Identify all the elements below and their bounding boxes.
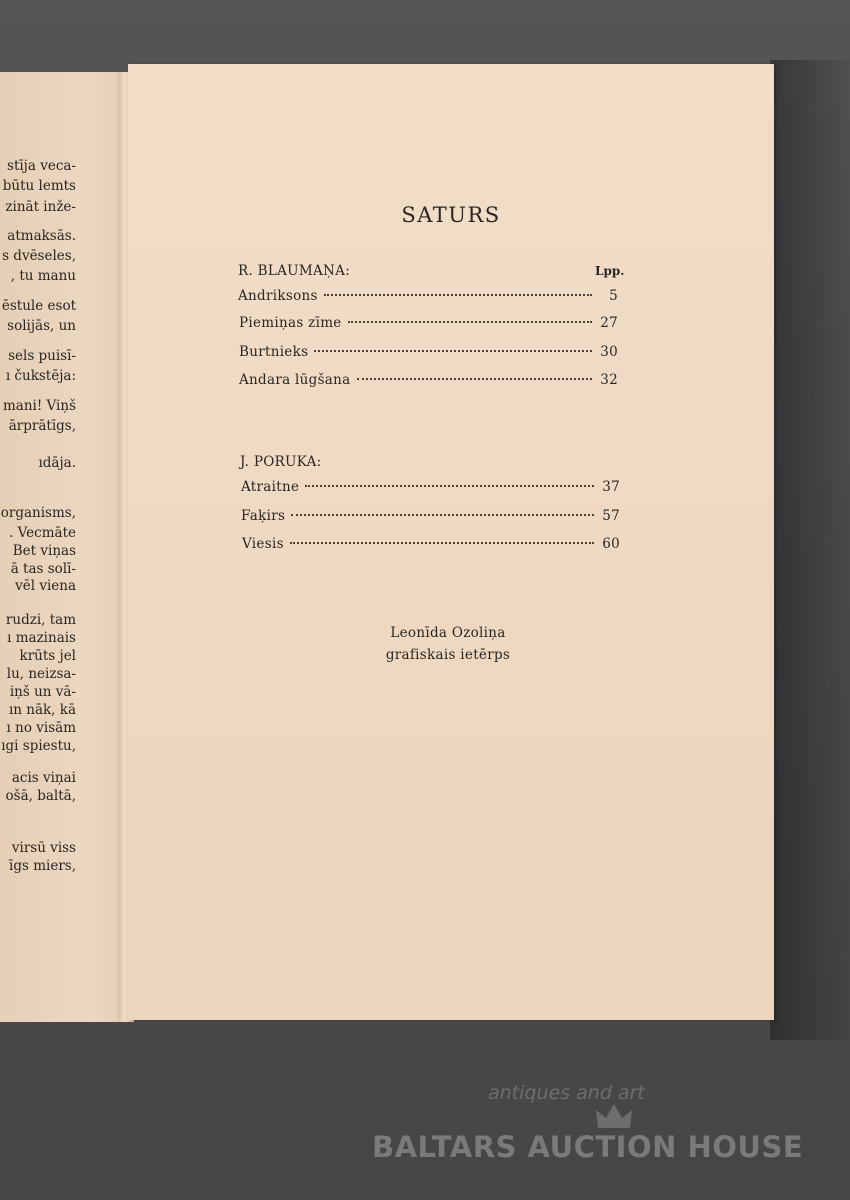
illustrator-credit-line1: Leonīda Ozoliņa: [390, 625, 506, 641]
left-page: [0, 72, 132, 1022]
left-page-line: īgs miers,: [9, 858, 76, 874]
toc-entry-title: Viesis: [242, 536, 284, 552]
toc-entry-title: Burtnieks: [239, 344, 309, 360]
left-page-line: rudzi, tam: [5, 612, 76, 628]
toc-entry[interactable]: [238, 288, 618, 308]
dot-leader: [357, 378, 592, 380]
toc-entry-page: 32: [600, 372, 618, 388]
left-page-line: zināt inže-: [5, 199, 76, 215]
toc-entry-page: 60: [602, 536, 620, 552]
left-page-line: ošā, baltā,: [5, 788, 76, 804]
dot-leader: [314, 350, 592, 352]
left-page-line: ıgi spiestu,: [1, 738, 76, 754]
left-page-line: ı čukstēja:: [5, 368, 76, 384]
toc-entry[interactable]: [239, 315, 618, 335]
dot-leader: [348, 321, 592, 323]
toc-entry-title: Faķirs: [241, 508, 286, 524]
left-page-line: ā tas solī-: [10, 561, 76, 577]
toc-entry-title: Andriksons: [238, 288, 318, 304]
illustrator-credit-line2: grafiskais ietērps: [385, 647, 511, 663]
left-page-line: būtu lemts: [2, 178, 76, 194]
toc-entry-page: 37: [602, 479, 620, 495]
left-page-line: ıdāja.: [38, 455, 76, 471]
toc-entry-page: 5: [609, 288, 618, 304]
toc-entry-page: 57: [602, 508, 620, 524]
dot-leader: [291, 514, 594, 516]
left-page-line: , tu manu: [10, 268, 76, 284]
toc-entry-title: Piemiņas zīme: [239, 315, 342, 331]
left-page-line: vēl viena: [15, 578, 76, 594]
watermark-subtitle: antiques and art: [488, 1082, 645, 1104]
left-page-line: krūts jel: [19, 648, 76, 664]
crown-icon: [594, 1102, 634, 1132]
toc-entry-page: 27: [600, 315, 618, 331]
left-page-line: mani! Viņš: [2, 398, 76, 414]
page-title: SATURS: [401, 203, 501, 227]
left-page-line: ın nāk, kā: [8, 702, 76, 718]
left-page-line: lu, neizsa-: [6, 666, 76, 682]
left-page-line: ı no visām: [6, 720, 76, 736]
left-page-line: virsū viss: [11, 840, 76, 856]
toc-entry-title: Atraitne: [241, 479, 300, 495]
toc-entry-title: Andara lūgšana: [239, 372, 351, 388]
left-page-line: iņš un vā-: [9, 684, 76, 700]
left-page-line: acis viņai: [11, 770, 76, 786]
section-author: R. BLAUMAŅA:: [238, 263, 351, 279]
watermark-title: BALTARS AUCTION HOUSE: [372, 1130, 804, 1164]
toc-entry[interactable]: [241, 479, 620, 499]
left-page-line: solijās, un: [7, 318, 76, 334]
toc-entry[interactable]: [241, 508, 620, 528]
left-page-line: ārprātīgs,: [8, 418, 76, 434]
left-page-line: Bet viņas: [12, 543, 76, 559]
toc-entry-page: 30: [600, 344, 618, 360]
toc-entry[interactable]: [242, 536, 620, 556]
left-page-line: ı mazinais: [7, 630, 76, 646]
left-page-line: s dvēseles,: [2, 248, 76, 264]
dot-leader: [305, 485, 594, 487]
section-author: J. PORUKA:: [240, 454, 322, 470]
left-page-line: stīja veca-: [7, 158, 76, 174]
left-page-line: organisms,: [0, 505, 76, 521]
left-page-line: . Vecmāte: [9, 525, 76, 541]
contents-page: [128, 64, 774, 1020]
left-page-line: sels puisī-: [8, 348, 76, 364]
dot-leader: [324, 294, 592, 296]
dot-leader: [290, 542, 594, 544]
toc-entry[interactable]: [239, 372, 618, 392]
left-page-line: ēstule esot: [1, 298, 76, 314]
page-column-label: Lpp.: [595, 264, 625, 278]
toc-entry[interactable]: [239, 344, 618, 364]
page-shadow: [770, 60, 850, 1040]
left-page-line: atmaksās.: [7, 228, 76, 244]
